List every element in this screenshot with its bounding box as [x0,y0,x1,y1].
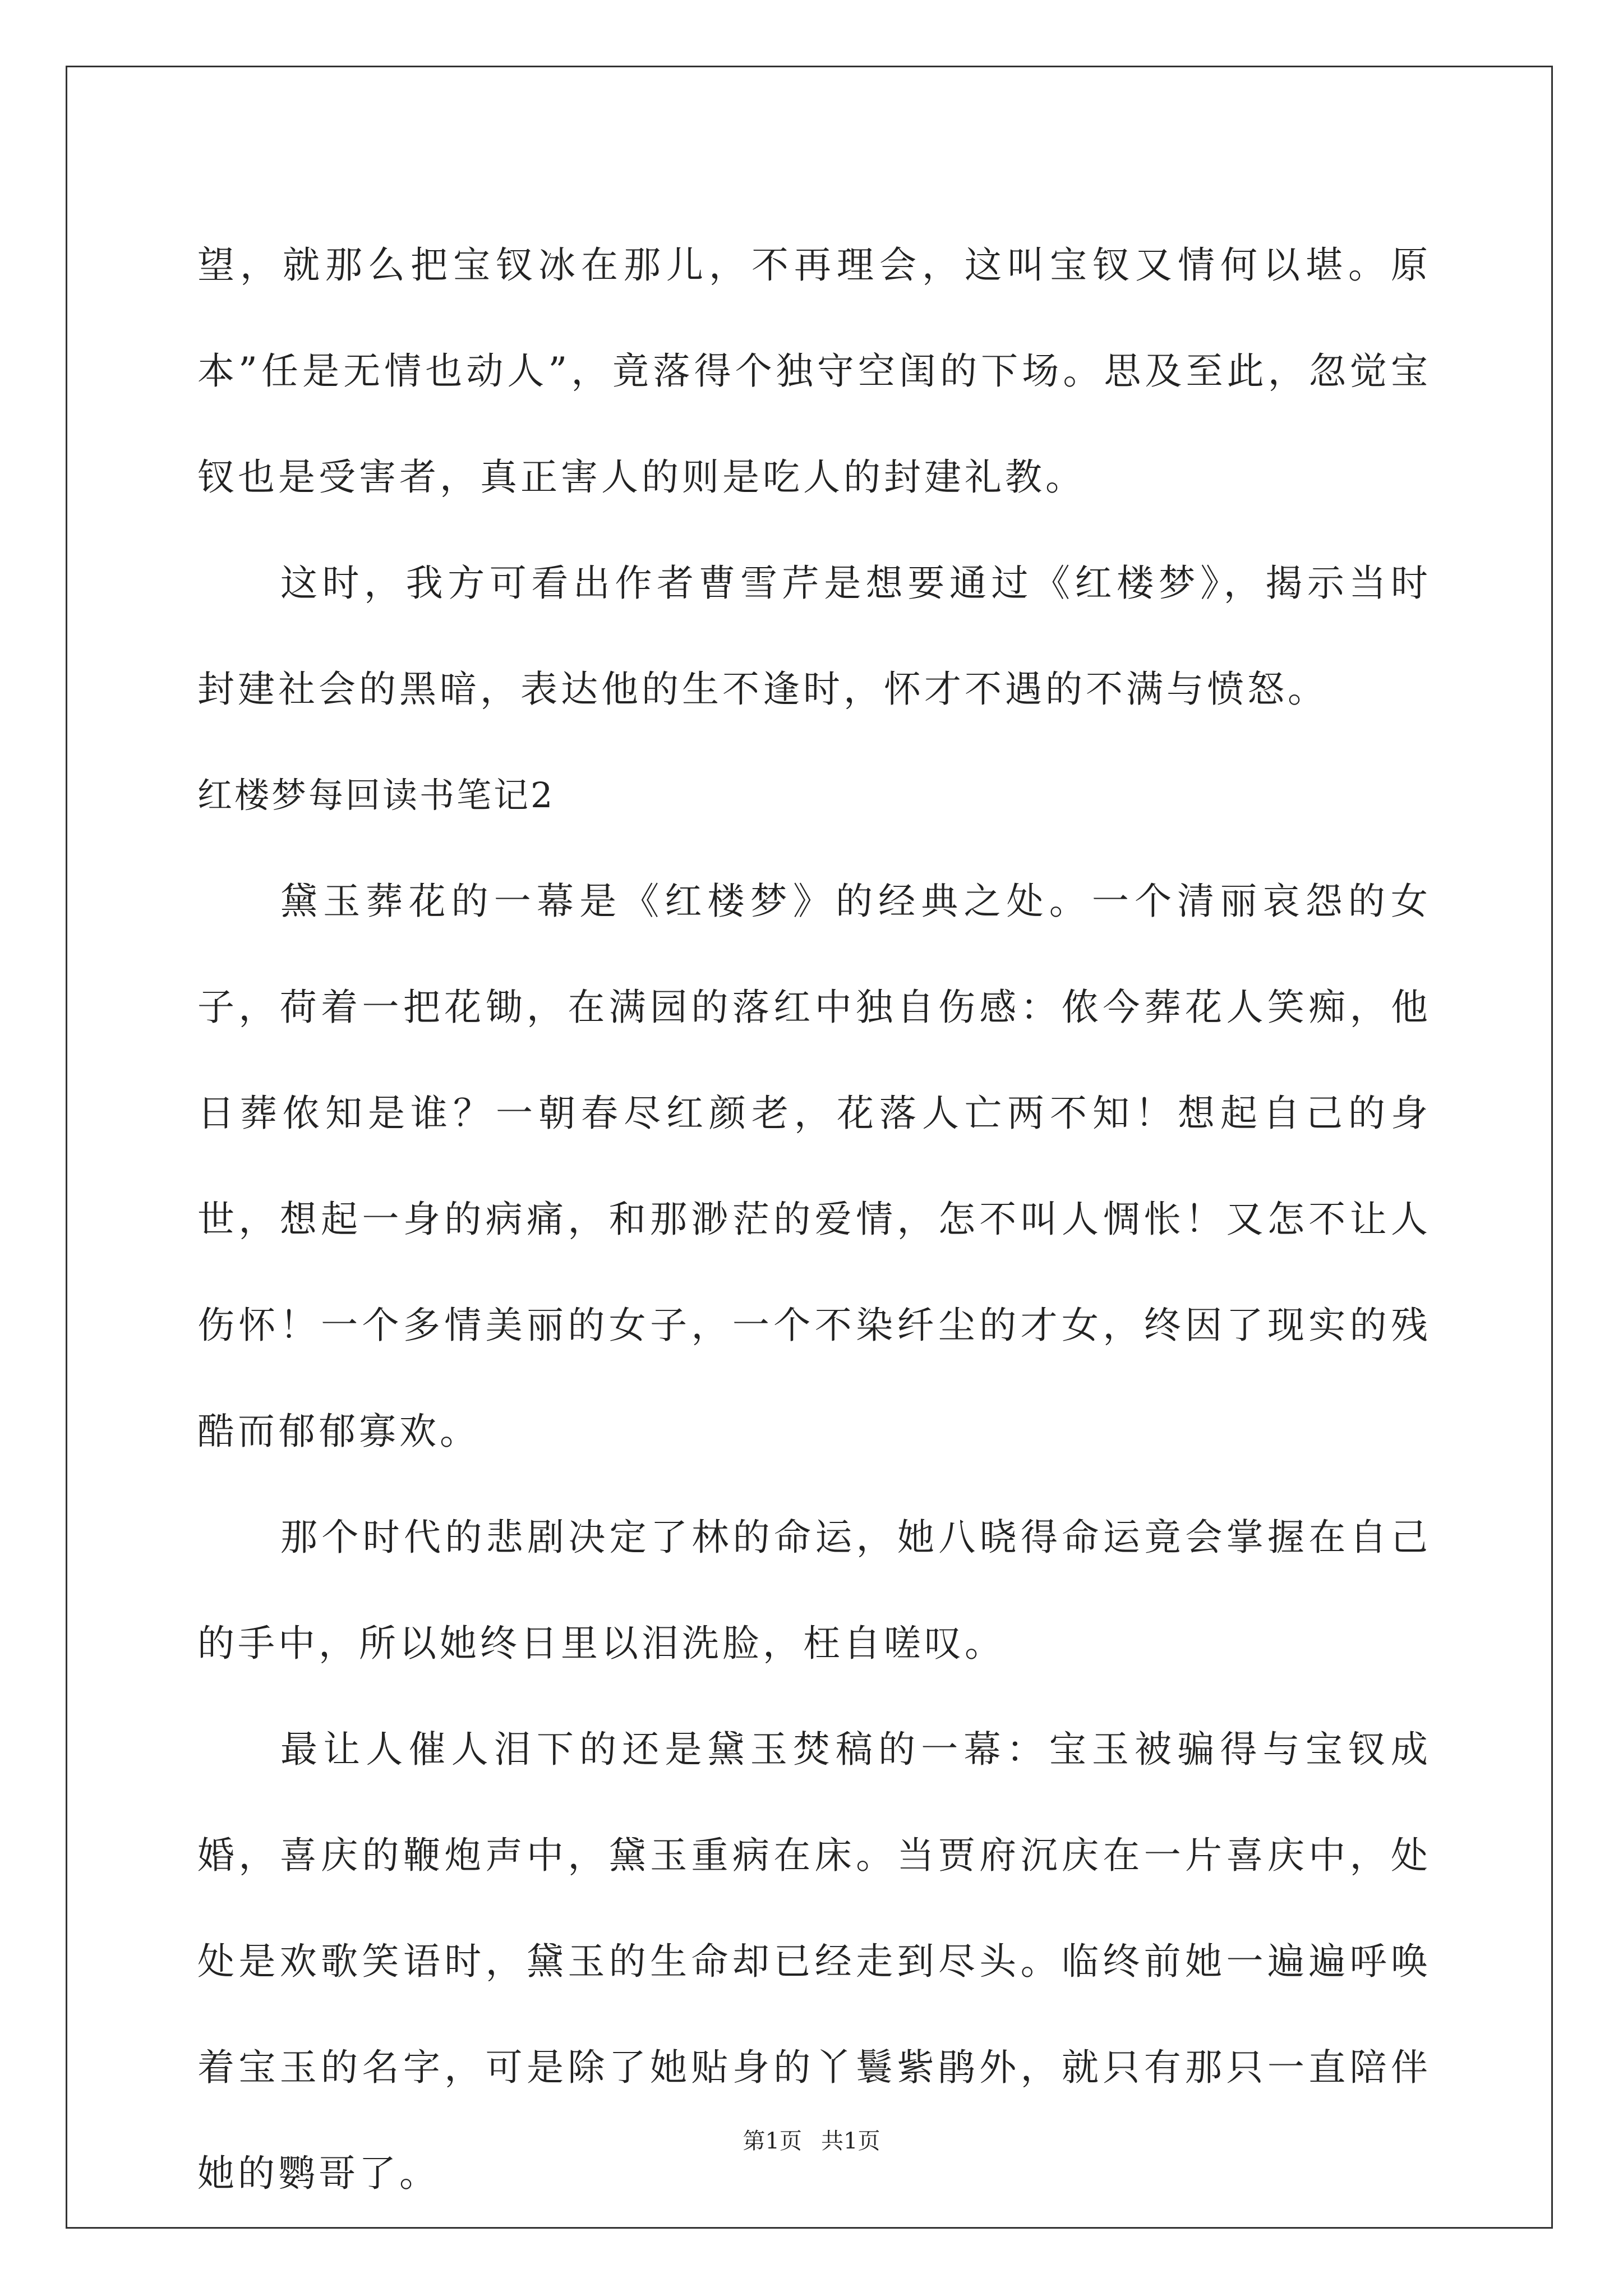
paragraph-daiyu-burying-flowers: 黛玉葬花的一幕是《红楼梦》的经典之处。一个清丽哀怨的女子，荷着一把花锄，在满园的落红中独自伤感：侬今葬花人笑痴，他日葬侬知是谁？一朝春尽红颜老，花落人亡两不知！想起自己的身世，想起一身的病痛，和那渺茫的爱情，怎不叫人惆怅！又怎不让人伤怀！一个多情美丽的女子，一个不染纤尘的才女，终因了现实的残酷而郁郁寡欢。 [197,880,1431,1453]
page-total: 共1页 [821,2128,880,2154]
document-body [197,212,1431,2226]
paragraph-tragedy-of-era: 那个时代的悲剧决定了林的命运，她八晓得命运竟会掌握在自己的手中，所以她终日里以泪洗脸，枉自嗟叹。 [197,1516,1431,1665]
page-number: 第1页 [743,2128,802,2154]
page-footer [0,2123,1623,2155]
paragraph-continuation: 望，就那么把宝钗冰在那儿，不再理会，这叫宝钗又情何以堪。原本”任是无情也动人”，竟落得个独守空闺的下场。思及至此，忽觉宝钗也是受害者，真正害人的则是吃人的封建礼教。 [197,243,1431,499]
paragraph-daiyu-burning-manuscripts: 最让人催人泪下的还是黛玉焚稿的一幕：宝玉被骗得与宝钗成婚，喜庆的鞭炮声中，黛玉重病在床。当贾府沉庆在一片喜庆中，处处是欢歌笑语时，黛玉的生命却已经走到尽头。临终前她一遍遍呼唤着宝玉的名字，可是除了她贴身的丫鬟紫鹃外，就只有那只一直陪伴她的鹦哥了。 [197,1728,1431,2195]
section-title: 红楼梦每回读书笔记2 [197,775,555,816]
paragraph-conclusion: 这时，我方可看出作者曹雪芹是想要通过《红楼梦》，揭示当时封建社会的黑暗，表达他的生不逢时，怀才不遇的不满与愤怒。 [197,562,1431,711]
